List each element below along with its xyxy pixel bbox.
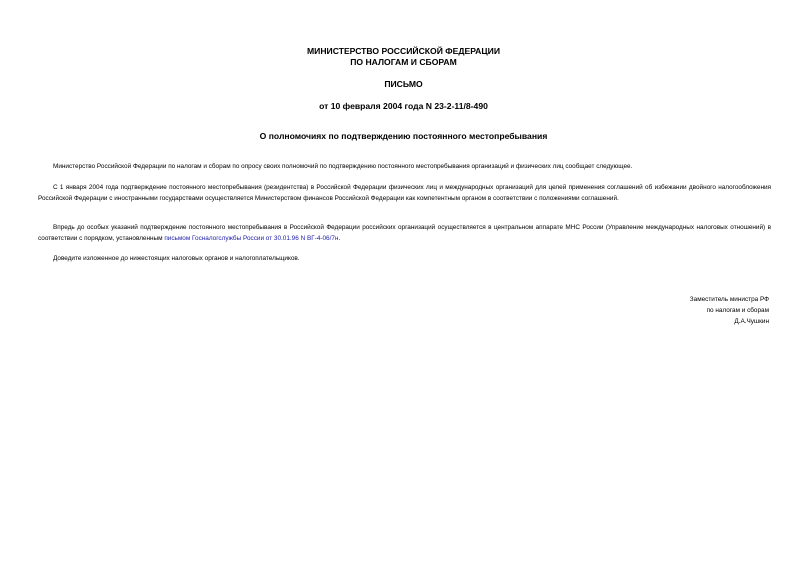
body-paragraph-3-text: Впредь до особых указаний подтверждение постоянного местопребывания в Российской Федерации российских организаций осуществляется в центральном аппарате МНС России (Управление международных налоговых отношений) в соответствии с порядком, установленным (38, 224, 771, 242)
body-paragraph-1: Министерство Российской Федерации по налогам и сборам по опросу своих полномочий по подтверждению постоянного местопребывания организаций и физических лиц сообщает следующее. (53, 163, 633, 170)
body-paragraph-4: Доведите изложенное до нижестоящих налоговых органов и налогоплательщиков. (53, 255, 300, 262)
body-paragraph-2: С 1 января 2004 года подтверждение постоянного местопребывания (резидентства) в Российской Федерации физических лиц и международных организаций для целей применения соглашений об избежании двойного налогообложения Российской Федерации с иностранными государствами осуществляется Министерством финансов Российской Федерации как компетентным органом в соответствии с положениями соглашений. (38, 184, 771, 202)
document-date-number: от 10 февраля 2004 года N 23-2-11/8-490 (319, 101, 488, 111)
ministry-title-line1: МИНИСТЕРСТВО РОССИЙСКОЙ ФЕДЕРАЦИИ (306, 46, 501, 56)
document-type: ПИСЬМО (384, 79, 423, 89)
signatory-position-line1: Заместитель министра РФ (689, 296, 769, 303)
ministry-title-line2: ПО НАЛОГАМ И СБОРАМ (350, 57, 457, 67)
body-paragraph-3-end: . (338, 234, 341, 242)
body-paragraph-3 (38, 223, 771, 244)
signatory-position-line2: по налогам и сборам (706, 307, 769, 314)
document-subject: О полномочиях по подтверждению постоянного местопребывания (259, 131, 548, 141)
reference-letter-link[interactable]: письмом Госналогслужбы России от 30.01.96 N ВГ-4-06/7н (164, 234, 339, 242)
signatory-name: Д.А.Чушкин (734, 318, 769, 325)
